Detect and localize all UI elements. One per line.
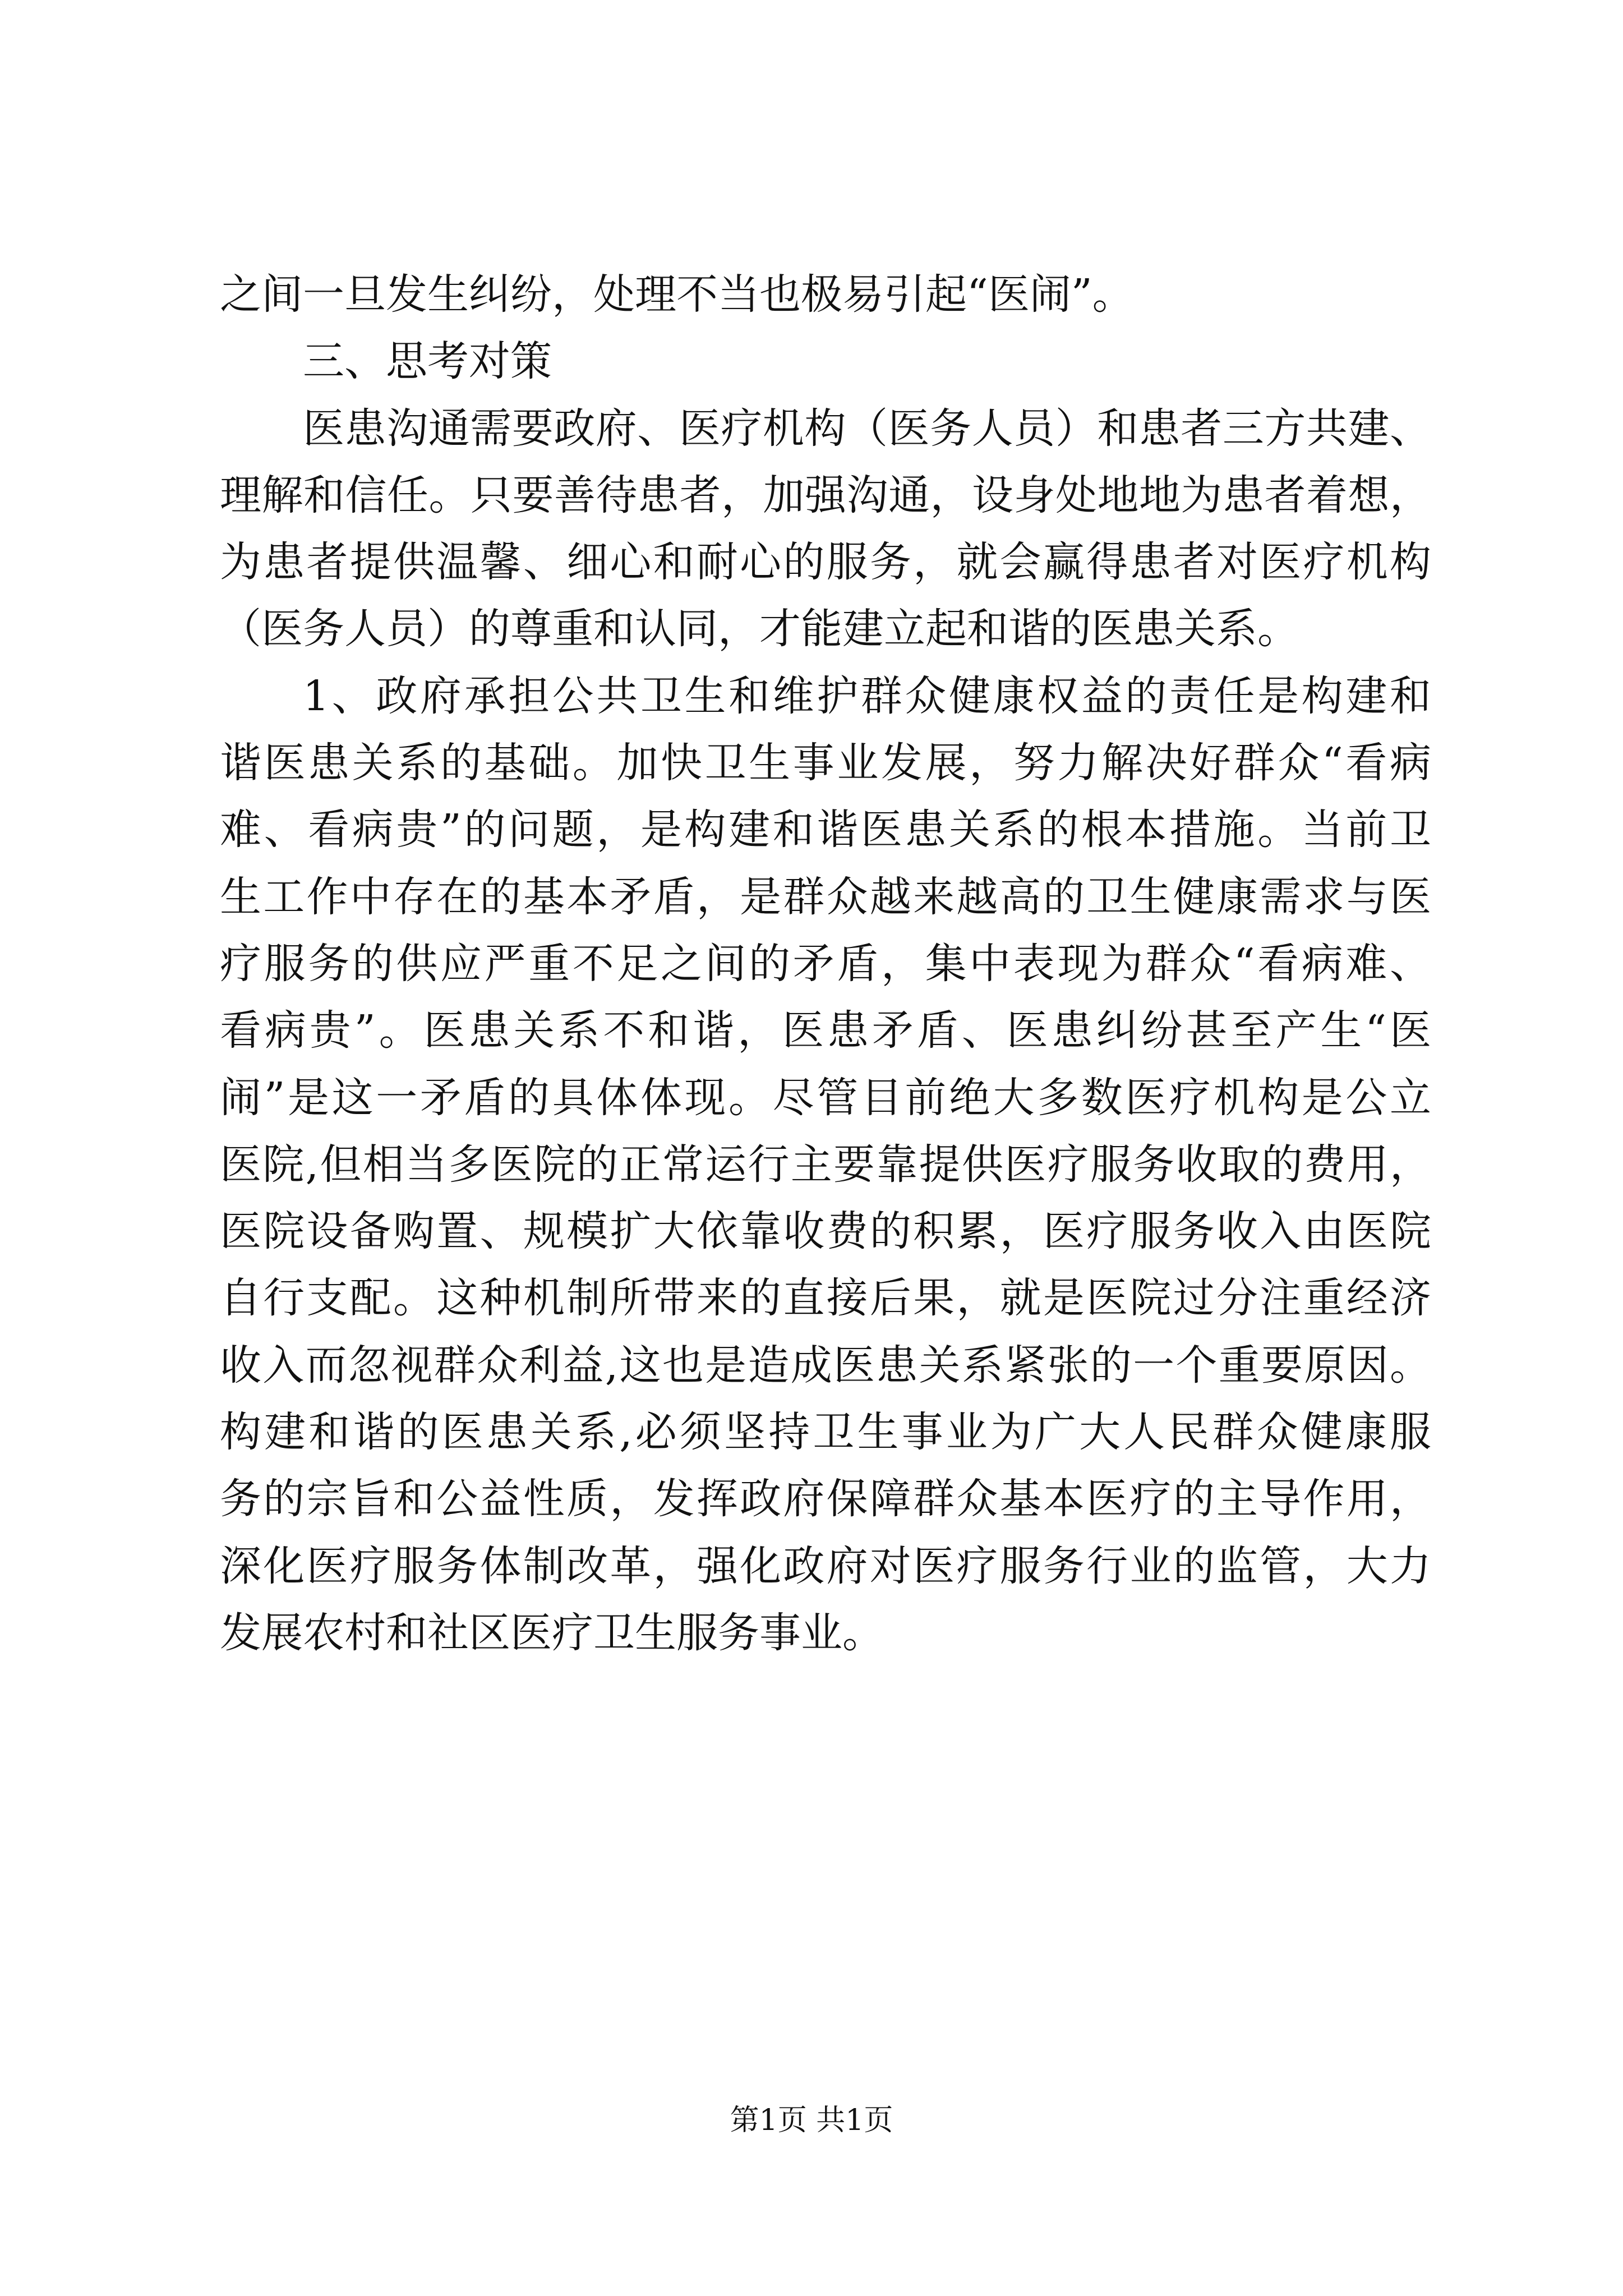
text-line: 构建和谐的医患关系,必须坚持卫生事业为广大人民群众健康服 [220, 1408, 1431, 1457]
text-line: 之间一旦发生纠纷，处理不当也极易引起“医闹”。 [220, 270, 1134, 319]
text-line: 难、看病贵”的问题，是构建和谐医患关系的根本措施。当前卫 [220, 806, 1431, 854]
text-line: 1、政府承担公共卫生和维护群众健康权益的责任是构建和 [303, 671, 1431, 720]
text-line: 理解和信任。只要善待患者，加强沟通，设身处地地为患者着想， [220, 471, 1431, 519]
text-line: 医院,但相当多医院的正常运行主要靠提供医疗服务收取的费用， [220, 1140, 1431, 1189]
text-line: （医务人员）的尊重和认同，才能建立起和谐的医患关系。 [220, 605, 1299, 654]
text-line: 为患者提供温馨、细心和耐心的服务，就会赢得患者对医疗机构 [220, 538, 1431, 587]
text-line: 深化医疗服务体制改革，强化政府对医疗服务行业的监管，大力 [220, 1542, 1431, 1590]
text-line: 闹”是这一矛盾的具体体现。尽管目前绝大多数医疗机构是公立 [220, 1073, 1431, 1122]
text-line: 收入而忽视群众利益,这也是造成医患关系紧张的一个重要原因。 [220, 1341, 1431, 1389]
page-footer: 第1页 共1页 [730, 2104, 893, 2137]
text-line: 看病贵”。医患关系不和谐，医患矛盾、医患纠纷甚至产生“医 [220, 1006, 1431, 1055]
text-line: 自行支配。这种机制所带来的直接后果，就是医院过分注重经济 [220, 1274, 1431, 1323]
document-body [220, 261, 1431, 1667]
text-line: 医患沟通需要政府、医疗机构（医务人员）和患者三方共建、 [303, 404, 1431, 453]
text-line: 医院设备购置、规模扩大依靠收费的积累，医疗服务收入由医院 [220, 1207, 1431, 1256]
text-line: 发展农村和社区医疗卫生服务事业。 [220, 1608, 884, 1657]
text-line: 务的宗旨和公益性质，发挥政府保障群众基本医疗的主导作用， [220, 1475, 1431, 1524]
section-heading: 三、思考对策 [303, 337, 552, 386]
text-line: 生工作中存在的基本矛盾，是群众越来越高的卫生健康需求与医 [220, 872, 1431, 921]
text-line: 疗服务的供应严重不足之间的矛盾，集中表现为群众“看病难、 [220, 939, 1431, 988]
text-line: 谐医患关系的基础。加快卫生事业发展，努力解决好群众“看病 [220, 739, 1431, 788]
